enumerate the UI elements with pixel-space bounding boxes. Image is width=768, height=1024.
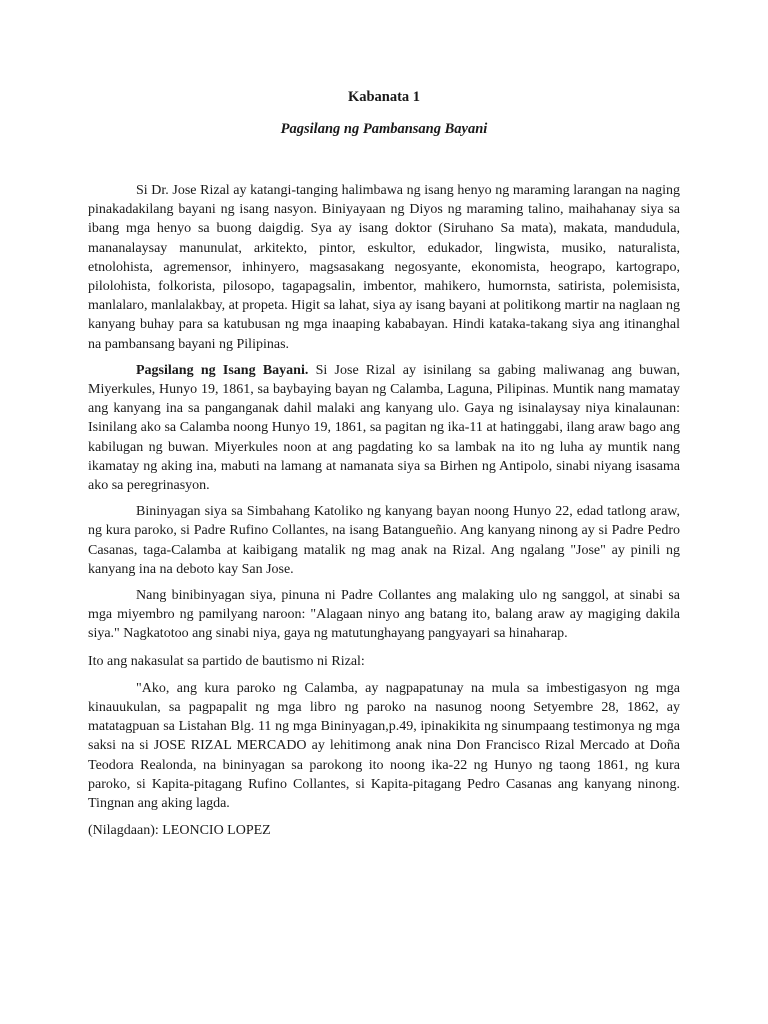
intro-paragraph: Si Dr. Jose Rizal ay katangi-tanging halimbawa ng isang henyo ng maraming larangan na naging pinakadakilang bayani ng isang nasyon. Biniyayaan ng Diyos ng maraming talino, maihahanay siya sa ibang mga henyo sa buong daigdig. Sya ay isang doktor (Siruhano Sa mata), makata, mandudula, mananalaysay manunulat, arkitekto, pintor, eskultor, edukador, lingwista, musiko, naturalista, etnolohista, agremensor, inhinyero, magsasakang negosyante, ekonomista, heograpo, kartograpo, pilolohista, folkorista, pilosopo, tagapagsalin, imbentor, mahikero, humornsta, satirista, polemisista, manlalaro, manlalakbay, at propeta. Higit sa lahat, siya ay isang bayani at politikong martir na naglaan ng kanyang buhay para sa katubusan ng mga inaaping kababayan. Hindi kataka-takang siya ang itinanghal na pambansang bayani ng Pilipinas. [88, 183, 680, 352]
chapter-subtitle: Pagsilang ng Pambansang Bayani [280, 121, 488, 137]
chapter-title: Kabanata 1 [347, 89, 421, 105]
record-quote: "Ako, ang kura paroko ng Calamba, ay nagpapatunay na mula sa imbestigasyon ng mga kinauukulan, sa pagpapalit ng mga libro ng paroko na nasunog noong Setyembre 28, 1862, ay matatagpuan sa Listahan Blg. 11 ng mga Bininyagan,p.49, ipinakikita ng sinumpaang testimonya ng mga saksi na si JOSE RIZAL MERCADO ay lehitimong anak nina Don Francisco Rizal Mercado at Doña Teodora Realonda, na bininyagan sa parokong ito noong ika-22 ng Hunyo ng taong 1861, ng kura paroko, si Kapita-pitagang Rufino Collantes, si Kapita-pitagang Pedro Casanas ang kanyang ninong. Tingnan ang aking lagda. [88, 680, 680, 812]
birth-body: Si Jose Rizal ay isinilang sa gabing maliwanag ang buwan, Miyerkules, Hunyo 19, 1861, sa baybaying bayan ng Calamba, Laguna, Pilipinas. Muntik nang mamatay ang kanyang ina sa panganganak dahil malaki ang kanyang ulo. Gaya ng isinalaysay niya kinalaunan: Isinilang ako sa Calamba noong Hunyo 19, 1861, sa pagitan ng ika-11 at hatinggabi, ilang araw bago ang kabilugan ng buwan. Miyerkules noon at ang pagdating ko sa lambak na ito ng luha ay muntik nang ikamatay ng aking ina, mabuti na lamang at namanata siya sa Birhen ng Antipolo, sinabi niyang isasama ako sa peregrinasyon. [88, 362, 680, 494]
signature-line: (Nilagdaan): LEONCIO LOPEZ [88, 823, 271, 839]
collantes-paragraph: Nang binibinyagan siya, pinuna ni Padre Collantes ang malaking ulo ng sanggol, at sinabi sa mga miyembro ng pamilyang naroon: "Alagaan ninyo ang batang ito, balang araw ay magiging dakila siya." Nagkatotoo ang sinabi niya, gaya ng matutunghayang pangyayari sa hinaharap. [88, 588, 680, 642]
birth-paragraph [88, 361, 680, 495]
record-intro: Ito ang nakasulat sa partido de bautismo ni Rizal: [88, 653, 365, 669]
birth-heading: Pagsilang ng Isang Bayani. [136, 362, 309, 378]
baptism-paragraph: Bininyagan siya sa Simbahang Katoliko ng kanyang bayan noong Hunyo 22, edad tatlong araw, ng kura paroko, si Padre Rufino Collantes, na isang Batangueñio. Ang kanyang ninong ay si Padre Pedro Casanas, taga-Calamba at kaibigang matalik ng mag anak na Rizal. Ang ngalang "Jose" ay pinili ng kanyang ina na deboto kay San Jose. [88, 504, 680, 577]
document-page [88, 88, 680, 841]
